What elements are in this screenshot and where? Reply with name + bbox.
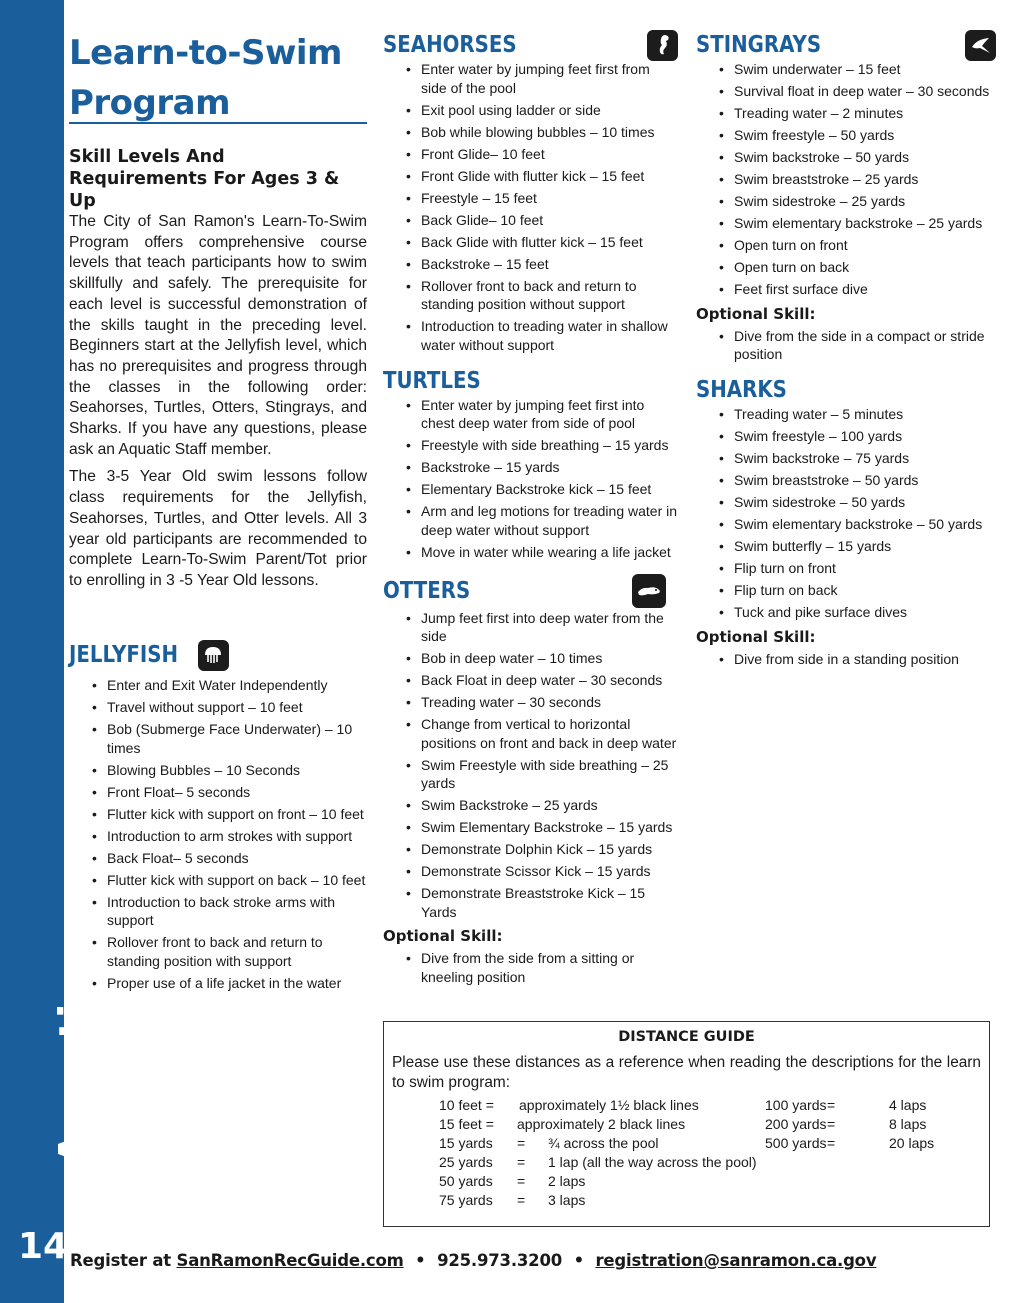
- level-title: STINGRAYS: [696, 32, 822, 58]
- level-title: SEAHORSES: [383, 32, 517, 58]
- optional-skill-label: Optional Skill:: [696, 304, 816, 323]
- distance-row: 100 yards: [765, 1097, 827, 1113]
- skill-item: • Treading water – 2 minutes: [696, 104, 996, 123]
- distance-guide-description: Please use these distances as a reference when reading the descriptions for the learn to swim program:: [392, 1054, 981, 1091]
- skill-item: • Swim sidestroke – 50 yards: [696, 493, 996, 512]
- register-label: Register at: [70, 1251, 171, 1270]
- skill-item: • Dive from the side in a compact or stride position: [696, 327, 996, 364]
- skill-item: • Move in water while wearing a life jacket: [383, 543, 678, 562]
- distance-value: 1 lap (all the way across the pool): [548, 1154, 757, 1170]
- skill-item: • Bob (Submerge Face Underwater) – 10 times: [69, 720, 367, 757]
- optional-skill-label: Optional Skill:: [383, 927, 503, 945]
- skill-list: [696, 60, 996, 299]
- skill-item: • Exit pool using ladder or side: [383, 101, 678, 120]
- skill-list: [696, 405, 996, 622]
- phone-number[interactable]: 925.973.3200: [437, 1251, 563, 1270]
- skill-item: • Open turn on front: [696, 236, 996, 255]
- distance-row: 50 yards: [439, 1173, 493, 1189]
- equals-sign: =: [827, 1135, 836, 1151]
- distance-value: approximately 2 black lines: [517, 1116, 686, 1132]
- skill-list: [383, 609, 678, 922]
- skill-item: • Travel without support – 10 feet: [69, 698, 367, 717]
- skill-item: • Arm and leg motions for treading water in deep water without support: [383, 502, 678, 539]
- intro-paragraph: The City of San Ramon's Learn-To-Swim Program offers comprehensive course levels that teach participants how to swim skillfully and safely. The prerequisite for each level is successful demonstration of the skills taught in the preceding level. Beginners start at the Jellyfish level, which has no prerequisites and progress through the classes in the following order: Seahorses, Turtles, Otters, Stingrays, and Sharks. If you have any questions, please ask an Aquatic Staff member.: [69, 213, 367, 458]
- seahorse-icon: [647, 30, 678, 61]
- skill-item: • Enter water by jumping feet first from side of the pool: [383, 60, 678, 97]
- skill-item: • Change from vertical to horizontal positions on front and back in deep water: [383, 715, 678, 752]
- skill-item: • Back Glide with flutter kick – 15 feet: [383, 233, 678, 252]
- equals-sign: =: [517, 1135, 526, 1151]
- skill-item: • Introduction to treading water in shallow water without support: [383, 317, 678, 354]
- distance-row: 15 yards: [439, 1135, 493, 1151]
- distance-row: 10 feet =: [439, 1097, 494, 1113]
- level-title: OTTERS: [383, 577, 471, 604]
- distance-row: 15 feet =: [439, 1116, 494, 1132]
- right-column: [696, 30, 996, 672]
- skill-item: • Swim butterfly – 15 yards: [696, 537, 996, 556]
- distance-row: 200 yards: [765, 1116, 827, 1132]
- distance-row: 500 yards: [765, 1135, 827, 1151]
- skill-item: • Survival float in deep water – 30 seconds: [696, 82, 996, 101]
- level-title: TURTLES: [383, 367, 481, 394]
- skill-item: • Freestyle – 15 feet: [383, 189, 678, 208]
- distance-value: 3 laps: [548, 1192, 586, 1208]
- skill-item: • Back Glide– 10 feet: [383, 211, 678, 230]
- sidebar-band: [0, 0, 101, 1303]
- skill-item: • Elementary Backstroke kick – 15 feet: [383, 480, 678, 499]
- equals-sign: =: [517, 1173, 526, 1189]
- separator: •: [573, 1251, 584, 1270]
- skill-item: • Enter water by jumping feet first into chest deep water from side of pool: [383, 396, 678, 433]
- distance-value: ¾ across the pool: [548, 1135, 659, 1151]
- skill-item: • Bob while blowing bubbles – 10 times: [383, 123, 678, 142]
- skill-item: • Flip turn on front: [696, 559, 996, 578]
- distance-row: 25 yards: [439, 1154, 493, 1170]
- skill-item: • Front Float– 5 seconds: [69, 783, 367, 802]
- skill-item: • Swim backstroke – 75 yards: [696, 449, 996, 468]
- level-title: SHARKS: [696, 377, 787, 403]
- optional-skill-label: Optional Skill:: [696, 627, 816, 646]
- skill-item: • Demonstrate Scissor Kick – 15 yards: [383, 862, 678, 881]
- skill-item: • Swim freestyle – 50 yards: [696, 126, 996, 145]
- distance-value: 4 laps: [889, 1097, 927, 1113]
- page-number: 14: [18, 1226, 69, 1267]
- skill-item: • Swim Backstroke – 25 yards: [383, 796, 678, 815]
- skill-item: • Dive from side in a standing position: [696, 650, 996, 669]
- distance-row: 75 yards: [439, 1192, 493, 1208]
- distance-value: 8 laps: [889, 1116, 927, 1132]
- skill-item: • Swim elementary backstroke – 25 yards: [696, 214, 996, 233]
- distance-value: approximately 1½ black lines: [519, 1097, 699, 1113]
- skill-item: • Feet first surface dive: [696, 280, 996, 299]
- intro-paragraph: The 3-5 Year Old swim lessons follow class requirements for the Jellyfish, Seahorses, Turtles, and Otter levels. All 3 year old participants are recommended to complete Learn-To-Swim Parent/Tot prior to enrolling in 3 -5 Year Old lessons.: [69, 468, 367, 589]
- skill-item: • Introduction to arm strokes with support: [69, 827, 367, 846]
- skill-item: • Open turn on back: [696, 258, 996, 277]
- skill-item: • Jump feet first into deep water from the side: [383, 609, 678, 646]
- skill-item: • Proper use of a life jacket in the water: [69, 974, 367, 993]
- skill-item: • Dive from the side from a sitting or kneeling position: [383, 949, 678, 986]
- skill-list: [383, 60, 678, 354]
- skill-item: • Front Glide– 10 feet: [383, 145, 678, 164]
- email-link[interactable]: registration@sanramon.ca.gov: [595, 1251, 877, 1270]
- skill-list: [69, 676, 367, 992]
- skill-item: • Swim backstroke – 50 yards: [696, 148, 996, 167]
- optional-skill-list: [696, 650, 996, 669]
- skill-item: • Bob in deep water – 10 times: [383, 649, 678, 668]
- skill-item: • Tuck and pike surface dives: [696, 603, 996, 622]
- skill-item: • Freestyle with side breathing – 15 yards: [383, 436, 678, 455]
- skill-item: • Swim breaststroke – 50 yards: [696, 471, 996, 490]
- distance-guide-title: DISTANCE GUIDE: [618, 1029, 755, 1045]
- page-title: Learn-to-Swim Program: [69, 33, 342, 123]
- skill-item: • Back Float– 5 seconds: [69, 849, 367, 868]
- level-title: JELLYFISH: [69, 642, 179, 668]
- otter-icon: [632, 574, 666, 608]
- skill-item: • Blowing Bubbles – 10 Seconds: [69, 761, 367, 780]
- skill-item: • Demonstrate Dolphin Kick – 15 yards: [383, 840, 678, 859]
- footer: [70, 1251, 876, 1270]
- optional-skill-list: [696, 327, 996, 364]
- skill-item: • Treading water – 30 seconds: [383, 693, 678, 712]
- skill-item: • Flip turn on back: [696, 581, 996, 600]
- skill-item: • Swim Freestyle with side breathing – 25 yards: [383, 756, 678, 793]
- optional-skill-list: [383, 949, 678, 986]
- skill-item: • Enter and Exit Water Independently: [69, 676, 367, 695]
- distance-value: 2 laps: [548, 1173, 586, 1189]
- intro-column: [69, 28, 367, 592]
- skill-item: • Swim elementary backstroke – 50 yards: [696, 515, 996, 534]
- skill-item: • Front Glide with flutter kick – 15 feet: [383, 167, 678, 186]
- equals-sign: =: [517, 1154, 526, 1170]
- distance-guide-box: [383, 1021, 990, 1227]
- skill-item: • Swim freestyle – 100 yards: [696, 427, 996, 446]
- skill-item: • Introduction to back stroke arms with support: [69, 893, 367, 930]
- separator: •: [415, 1251, 426, 1270]
- skill-item: • Treading water – 5 minutes: [696, 405, 996, 424]
- section-label: Aquatics: [50, 951, 101, 1166]
- distance-value: 20 laps: [889, 1135, 935, 1151]
- skill-list: [383, 396, 678, 562]
- skill-item: • Rollover front to back and return to standing position with support: [69, 933, 367, 970]
- jellyfish-icon: [198, 640, 229, 671]
- equals-sign: =: [827, 1097, 836, 1113]
- equals-sign: =: [517, 1192, 526, 1208]
- skill-item: • Swim underwater – 15 feet: [696, 60, 996, 79]
- skill-item: • Back Float in deep water – 30 seconds: [383, 671, 678, 690]
- skill-item: • Demonstrate Breaststroke Kick – 15 Yards: [383, 884, 678, 921]
- skill-item: • Swim breaststroke – 25 yards: [696, 170, 996, 189]
- skill-item: • Rollover front to back and return to standing position without support: [383, 277, 678, 314]
- skill-item: • Flutter kick with support on front – 10 feet: [69, 805, 367, 824]
- skill-item: • Backstroke – 15 feet: [383, 255, 678, 274]
- stingray-icon: [965, 30, 996, 61]
- skill-item: • Flutter kick with support on back – 10 feet: [69, 871, 367, 890]
- jellyfish-section: [69, 640, 367, 996]
- middle-column: [383, 30, 678, 990]
- equals-sign: =: [827, 1116, 836, 1132]
- website-link[interactable]: SanRamonRecGuide.com: [176, 1251, 404, 1270]
- skill-item: • Swim Elementary Backstroke – 15 yards: [383, 818, 678, 837]
- skill-item: • Backstroke – 15 yards: [383, 458, 678, 477]
- skill-item: • Swim sidestroke – 25 yards: [696, 192, 996, 211]
- section-subheading: Skill Levels And Requirements For Ages 3 & Up: [69, 147, 340, 211]
